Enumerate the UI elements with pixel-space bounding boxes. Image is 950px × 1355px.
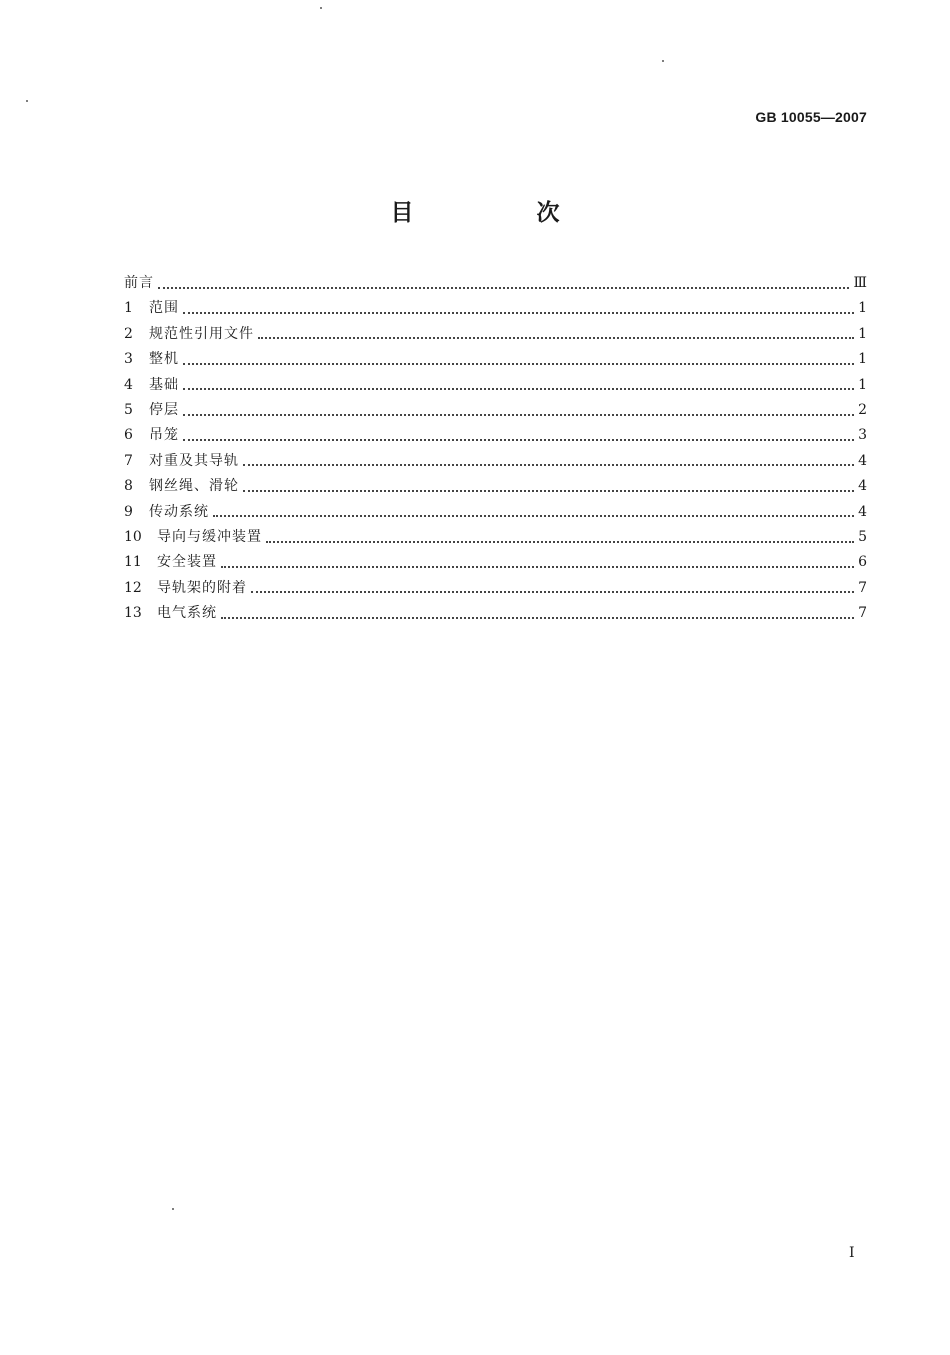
toc-leader-dots [183,414,854,416]
toc-entry-number: 10 [124,528,142,545]
page-title: 目 次 [390,200,610,226]
toc-entry-number: 5 [124,401,133,418]
toc-entry-6[interactable] [124,423,867,448]
toc-entry-number: 12 [124,579,142,596]
toc-leader-dots [158,287,849,289]
toc-entry-title: 停层 [149,401,179,418]
scan-speck [320,7,322,9]
scan-speck [26,100,28,102]
toc-entry-1[interactable] [124,296,867,321]
toc-entry-9[interactable] [124,500,867,525]
toc-entry-number: 9 [124,503,133,520]
page-number: I [849,1245,855,1261]
toc-entry-page: 3 [858,427,867,444]
toc-entry-number: 11 [124,554,142,571]
toc-leader-dots [183,312,854,314]
toc-entry-title: 吊笼 [149,427,179,444]
toc-entry-3[interactable] [124,347,867,372]
toc-entry-number: 2 [124,325,133,342]
toc-entry-title: 范围 [149,300,179,317]
toc-entry-title: 导向与缓冲装置 [157,528,262,545]
toc-entry-page: 7 [858,605,867,622]
toc-entry-page: 4 [858,452,867,469]
toc-leader-dots [251,591,854,593]
toc-entry-page: 6 [858,554,867,571]
toc-entry-number: 4 [124,376,133,393]
standard-code: GB 10055—2007 [755,109,867,125]
toc-entry-page: 1 [858,325,867,342]
toc-entry-8[interactable] [124,474,867,499]
toc-entry-page: 1 [858,300,867,317]
toc-entry-page: 7 [858,579,867,596]
toc-entry-title: 基础 [149,376,179,393]
toc-entry-11[interactable] [124,550,867,575]
scan-speck [172,1208,174,1210]
toc-leader-dots [183,363,854,365]
toc-leader-dots [258,337,854,339]
scan-speck [662,60,664,62]
toc-entry-number: 3 [124,351,133,368]
toc-entry-page: 4 [858,503,867,520]
toc-entry-page: Ⅲ [853,275,867,291]
toc-entry-number: 6 [124,427,133,444]
toc-entry-title: 规范性引用文件 [149,325,254,342]
toc-entry-title: 导轨架的附着 [157,579,247,596]
toc-entry-5[interactable] [124,398,867,423]
toc-entry-page: 1 [858,376,867,393]
toc-entry-number: 7 [124,452,133,469]
toc-entry-number: 13 [124,605,142,622]
toc-leader-dots [221,566,854,568]
toc-entry-foreword[interactable] [124,271,867,296]
toc-entry-title: 前言 [124,275,154,291]
toc-entry-10[interactable] [124,525,867,550]
table-of-contents [124,271,867,626]
toc-entry-2[interactable] [124,322,867,347]
toc-entry-title: 安全装置 [157,554,217,571]
toc-entry-title: 传动系统 [149,503,209,520]
toc-leader-dots [183,439,854,441]
toc-entry-page: 4 [858,478,867,495]
toc-entry-page: 2 [858,401,867,418]
toc-entry-7[interactable] [124,449,867,474]
toc-leader-dots [243,464,854,466]
toc-entry-title: 电气系统 [157,605,217,622]
toc-entry-4[interactable] [124,373,867,398]
toc-entry-title: 钢丝绳、滑轮 [149,478,239,495]
toc-leader-dots [266,541,854,543]
toc-leader-dots [221,617,854,619]
toc-entry-page: 1 [858,351,867,368]
toc-entry-13[interactable] [124,601,867,626]
toc-entry-12[interactable] [124,576,867,601]
toc-entry-title: 整机 [149,351,179,368]
toc-leader-dots [243,490,854,492]
toc-leader-dots [183,388,854,390]
toc-leader-dots [213,515,854,517]
toc-entry-number: 1 [124,300,133,317]
toc-entry-page: 5 [858,528,867,545]
toc-entry-number: 8 [124,478,133,495]
toc-entry-title: 对重及其导轨 [149,452,239,469]
